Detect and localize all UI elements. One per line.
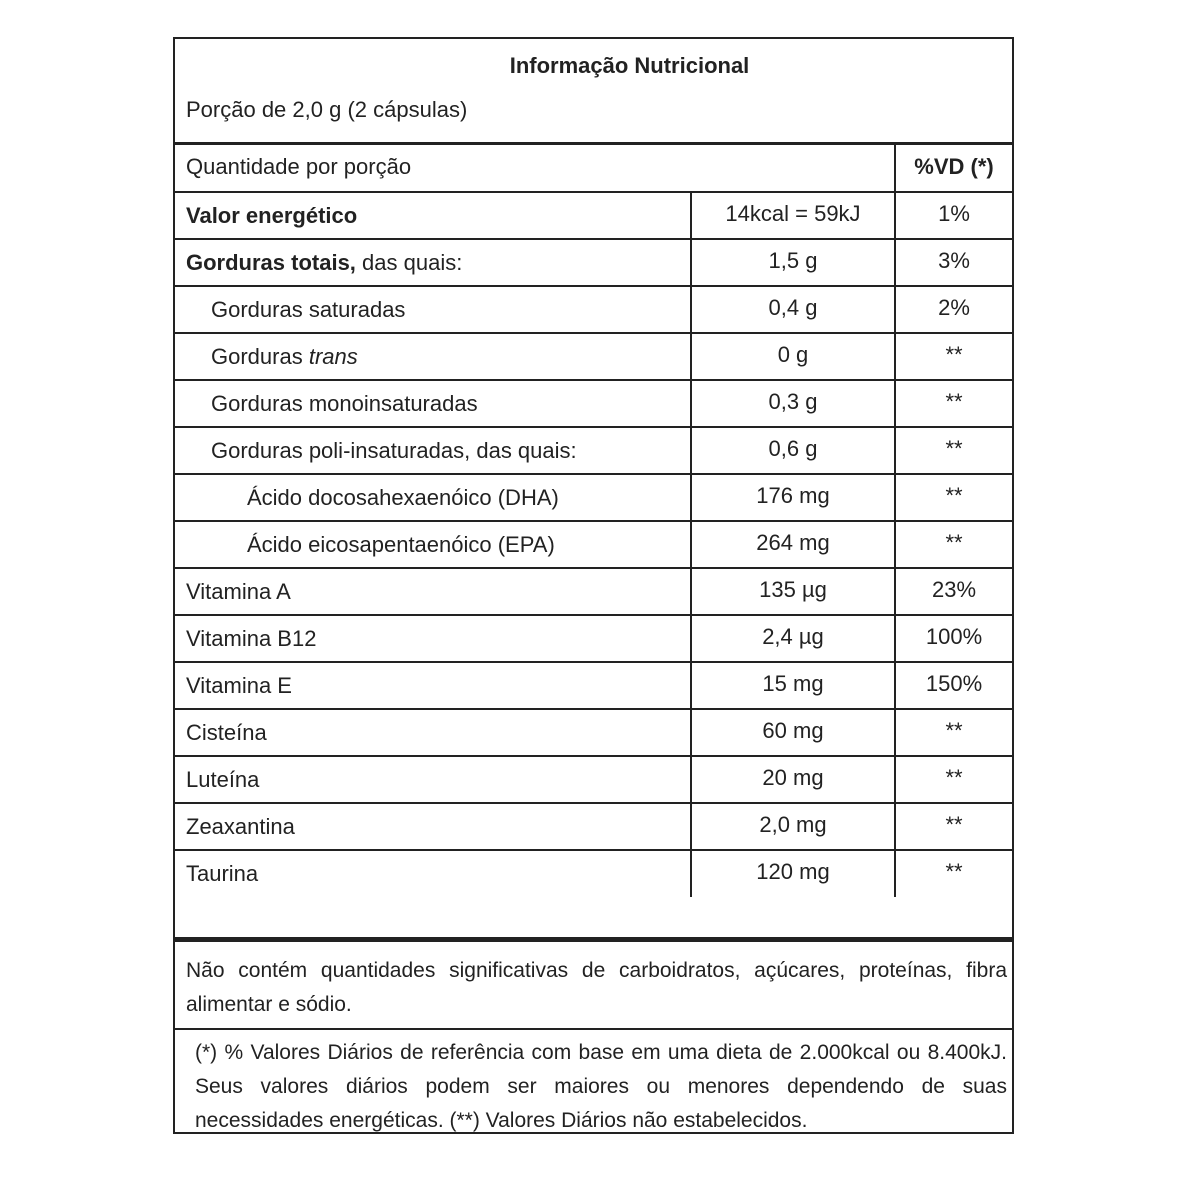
table-row-vitamin-a (175, 568, 1012, 615)
nutrient-name-italic: trans (308, 343, 358, 369)
nutrient-amount: 0 g (691, 333, 895, 380)
daily-values-footnote: (*) % Valores Diários de referência com base em uma dieta de 2.000kcal ou 8.400kJ. Seus valores diários podem ser maiores ou menores dependendo de suas necessidades energéticas. (**) Valores Diários não estabelecidos. (195, 1041, 1007, 1132)
nutrient-name-plain: Gorduras (211, 343, 309, 369)
table-row-trans-fat (175, 333, 1012, 380)
nutrient-vd: ** (895, 427, 1012, 474)
table-row-monounsaturated-fat (175, 380, 1012, 427)
nutrient-name: Cisteína (175, 709, 691, 756)
nutrient-name-bold: Gorduras totais, (186, 249, 356, 275)
nutrient-vd: 23% (895, 568, 1012, 615)
nutrition-table (175, 142, 1012, 897)
nutrient-amount: 264 mg (691, 521, 895, 568)
nutrient-name: Valor energético (175, 192, 691, 239)
nutrient-vd: 2% (895, 286, 1012, 333)
table-row-cysteine (175, 709, 1012, 756)
label-title: Informação Nutricional (509, 53, 750, 78)
nutrient-vd: 3% (895, 239, 1012, 286)
table-row-total-fat (175, 239, 1012, 286)
nutrient-vd: ** (895, 850, 1012, 897)
nutrient-name: Gorduras monoinsaturadas (175, 380, 691, 427)
nutrient-name: Vitamina B12 (175, 615, 691, 662)
nutrient-vd: 1% (895, 192, 1012, 239)
nutrient-amount: 14kcal = 59kJ (691, 192, 895, 239)
table-row-zeaxanthin (175, 803, 1012, 850)
table-row-vitamin-e (175, 662, 1012, 709)
nutrient-name (175, 239, 691, 286)
header-spacer (691, 142, 895, 192)
label-header (175, 39, 1012, 145)
nutrient-name: Luteína (175, 756, 691, 803)
nutrient-name: Zeaxantina (175, 803, 691, 850)
nutrient-name: Vitamina E (175, 662, 691, 709)
nutrient-amount: 20 mg (691, 756, 895, 803)
table-row-vitamin-b12 (175, 615, 1012, 662)
table-header-row (175, 142, 1012, 192)
nutrient-vd: 100% (895, 615, 1012, 662)
nutrient-vd: ** (895, 333, 1012, 380)
nutrient-amount: 15 mg (691, 662, 895, 709)
nutrient-amount: 135 µg (691, 568, 895, 615)
nutrient-name: Gorduras poli-insaturadas, das quais: (175, 427, 691, 474)
nutrient-amount: 176 mg (691, 474, 895, 521)
table-row-taurine (175, 850, 1012, 897)
nutrient-amount: 0,4 g (691, 286, 895, 333)
table-row-polyunsaturated-fat (175, 427, 1012, 474)
label-footer (175, 937, 1012, 1144)
nutrient-vd: ** (895, 521, 1012, 568)
nutrient-name: Taurina (175, 850, 691, 897)
table-row-epa (175, 521, 1012, 568)
nutrient-amount: 0,6 g (691, 427, 895, 474)
nutrient-vd: ** (895, 380, 1012, 427)
table-row-lutein (175, 756, 1012, 803)
nutrient-amount: 2,0 mg (691, 803, 895, 850)
table-row-dha (175, 474, 1012, 521)
nutrient-vd: ** (895, 474, 1012, 521)
table-row-energy (175, 192, 1012, 239)
nutrient-name: Ácido docosahexaenóico (DHA) (175, 474, 691, 521)
nutrition-facts-label (173, 37, 1014, 1134)
vd-header: %VD (*) (895, 142, 1012, 192)
nutrient-name: Vitamina A (175, 568, 691, 615)
nutrient-vd: 150% (895, 662, 1012, 709)
nutrient-vd: ** (895, 709, 1012, 756)
nutrient-name: Ácido eicosapentaenóico (EPA) (175, 521, 691, 568)
nutrient-name-rest: das quais: (355, 249, 463, 275)
portion-size: Porção de 2,0 g (2 cápsulas) (186, 97, 468, 122)
nutrient-amount: 2,4 µg (691, 615, 895, 662)
table-row-saturated-fat (175, 286, 1012, 333)
nutrient-vd: ** (895, 803, 1012, 850)
quantity-per-portion-header: Quantidade por porção (186, 153, 412, 179)
nutrient-amount: 60 mg (691, 709, 895, 756)
nutrient-amount: 120 mg (691, 850, 895, 897)
nutrient-amount: 1,5 g (691, 239, 895, 286)
nutrient-amount: 0,3 g (691, 380, 895, 427)
not-significant-note: Não contém quantidades significativas de carboidratos, açúcares, proteínas, fibra alimentar e sódio. (175, 942, 1012, 1030)
nutrient-name: Gorduras saturadas (175, 286, 691, 333)
nutrient-name (175, 333, 691, 380)
nutrient-vd: ** (895, 756, 1012, 803)
